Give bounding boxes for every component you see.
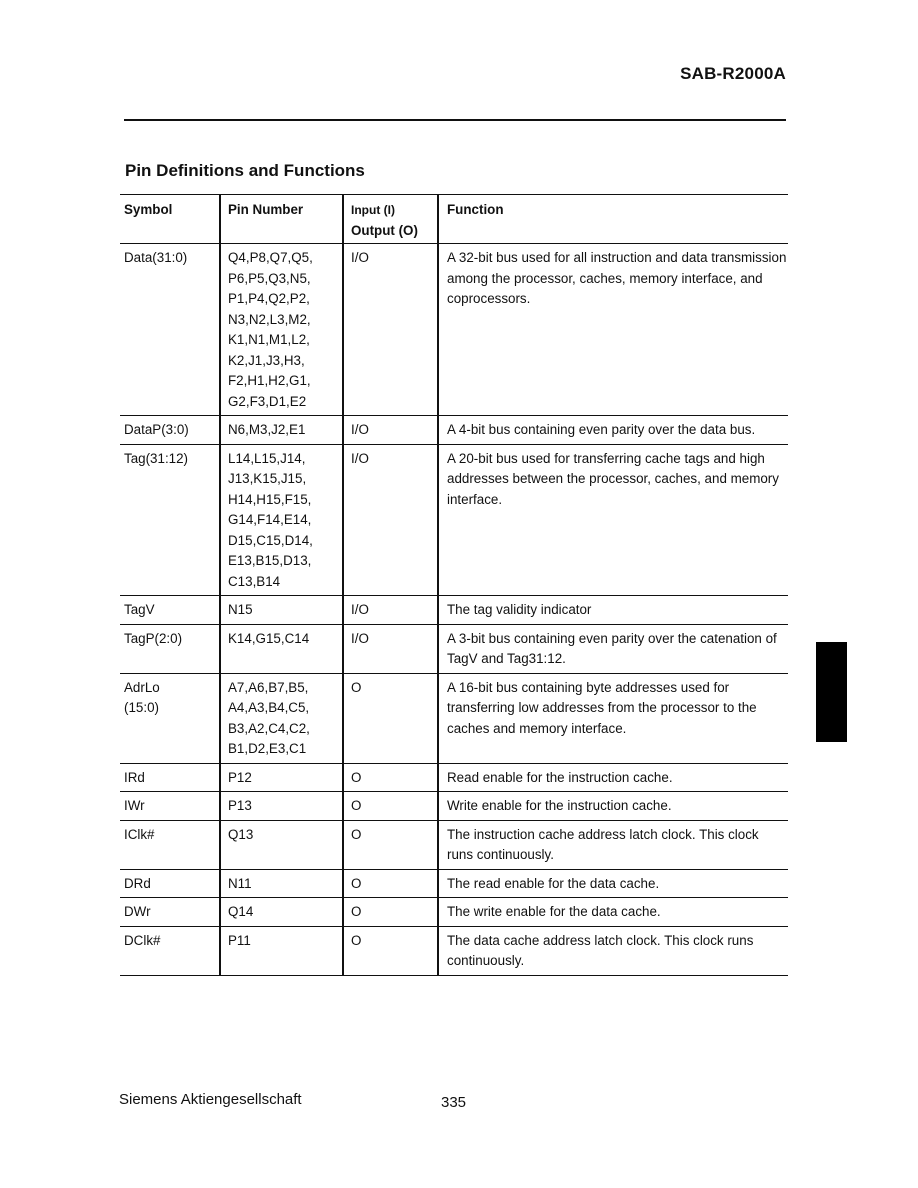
cell-symbol: IRd: [120, 763, 220, 792]
header-output-label: Output (O): [351, 222, 418, 238]
cell-function: A 16-bit bus containing byte addresses used for transferring low addresses from the processor to the caches and memory interface.: [438, 673, 788, 763]
cell-io: O: [343, 869, 438, 898]
cell-symbol: Tag(31:12): [120, 444, 220, 596]
cell-function: The data cache address latch clock. This clock runs continuously.: [438, 926, 788, 975]
cell-io: O: [343, 673, 438, 763]
cell-pin-number: N15: [220, 596, 343, 625]
cell-symbol: IClk#: [120, 820, 220, 869]
cell-io: I/O: [343, 444, 438, 596]
cell-function: A 3-bit bus containing even parity over the catenation of TagV and Tag31:12.: [438, 624, 788, 673]
cell-symbol: IWr: [120, 792, 220, 821]
cell-symbol: Data(31:0): [120, 244, 220, 416]
cell-symbol: DataP(3:0): [120, 416, 220, 445]
cell-function: A 4-bit bus containing even parity over the data bus.: [438, 416, 788, 445]
cell-function: The instruction cache address latch clock. This clock runs continuously.: [438, 820, 788, 869]
cell-symbol: AdrLo (15:0): [120, 673, 220, 763]
header-pin-number: Pin Number: [220, 195, 343, 244]
section-title: Pin Definitions and Functions: [125, 161, 365, 180]
cell-io: O: [343, 820, 438, 869]
table-row: [120, 596, 788, 625]
cell-pin-number: P13: [220, 792, 343, 821]
footer-company: Siemens Aktiengesellschaft: [119, 1091, 302, 1108]
header-input-output: [343, 195, 438, 244]
cell-pin-number: Q13: [220, 820, 343, 869]
page-number: 335: [441, 1094, 467, 1111]
cell-io: I/O: [343, 624, 438, 673]
table-row: [120, 444, 788, 596]
cell-function: The tag validity indicator: [438, 596, 788, 625]
cell-symbol: DWr: [120, 898, 220, 927]
cell-io: O: [343, 763, 438, 792]
cell-io: O: [343, 898, 438, 927]
cell-pin-number: P11: [220, 926, 343, 975]
cell-symbol: TagP(2:0): [120, 624, 220, 673]
table-row: [120, 869, 788, 898]
table-row: [120, 926, 788, 975]
table-row: [120, 244, 788, 416]
cell-pin-number: Q14: [220, 898, 343, 927]
cell-function: Write enable for the instruction cache.: [438, 792, 788, 821]
cell-io: I/O: [343, 416, 438, 445]
cell-pin-number: N11: [220, 869, 343, 898]
table-header-row: [120, 195, 788, 244]
cell-function: A 20-bit bus used for transferring cache tags and high addresses between the processor, caches, and memory interface.: [438, 444, 788, 596]
page-edge-tab-marker: [816, 642, 847, 742]
table-row: [120, 624, 788, 673]
header-input-label: Input (I): [351, 203, 395, 217]
cell-pin-number: K14,G15,C14: [220, 624, 343, 673]
cell-function: The write enable for the data cache.: [438, 898, 788, 927]
cell-pin-number: P12: [220, 763, 343, 792]
cell-symbol: TagV: [120, 596, 220, 625]
table-row: [120, 792, 788, 821]
table-body: [120, 244, 788, 976]
cell-pin-number: A7,A6,B7,B5, A4,A3,B4,C5, B3,A2,C4,C2, B1,D2,E3,C1: [220, 673, 343, 763]
cell-function: Read enable for the instruction cache.: [438, 763, 788, 792]
table-row: [120, 763, 788, 792]
header-function: Function: [438, 195, 788, 244]
cell-function: The read enable for the data cache.: [438, 869, 788, 898]
cell-pin-number: L14,L15,J14, J13,K15,J15, H14,H15,F15, G14,F14,E14, D15,C15,D14, E13,B15,D13, C13,B14: [220, 444, 343, 596]
cell-symbol: DRd: [120, 869, 220, 898]
cell-io: O: [343, 792, 438, 821]
cell-io: O: [343, 926, 438, 975]
cell-io: I/O: [343, 244, 438, 416]
header-symbol: Symbol: [120, 195, 220, 244]
document-title: SAB-R2000A: [680, 64, 786, 83]
cell-io: I/O: [343, 596, 438, 625]
cell-pin-number: Q4,P8,Q7,Q5, P6,P5,Q3,N5, P1,P4,Q2,P2, N3,N2,L3,M2, K1,N1,M1,L2, K2,J1,J3,H3, F2,H1,H2,G1, G2,F3,D1,E2: [220, 244, 343, 416]
cell-pin-number: N6,M3,J2,E1: [220, 416, 343, 445]
table-row: [120, 673, 788, 763]
cell-symbol: DClk#: [120, 926, 220, 975]
pin-definitions-table: [120, 194, 788, 976]
table-row: [120, 416, 788, 445]
table-row: [120, 898, 788, 927]
table-row: [120, 820, 788, 869]
cell-function: A 32-bit bus used for all instruction and data transmission among the processor, caches, memory interface, and coprocessors.: [438, 244, 788, 416]
header-divider: [124, 119, 786, 121]
